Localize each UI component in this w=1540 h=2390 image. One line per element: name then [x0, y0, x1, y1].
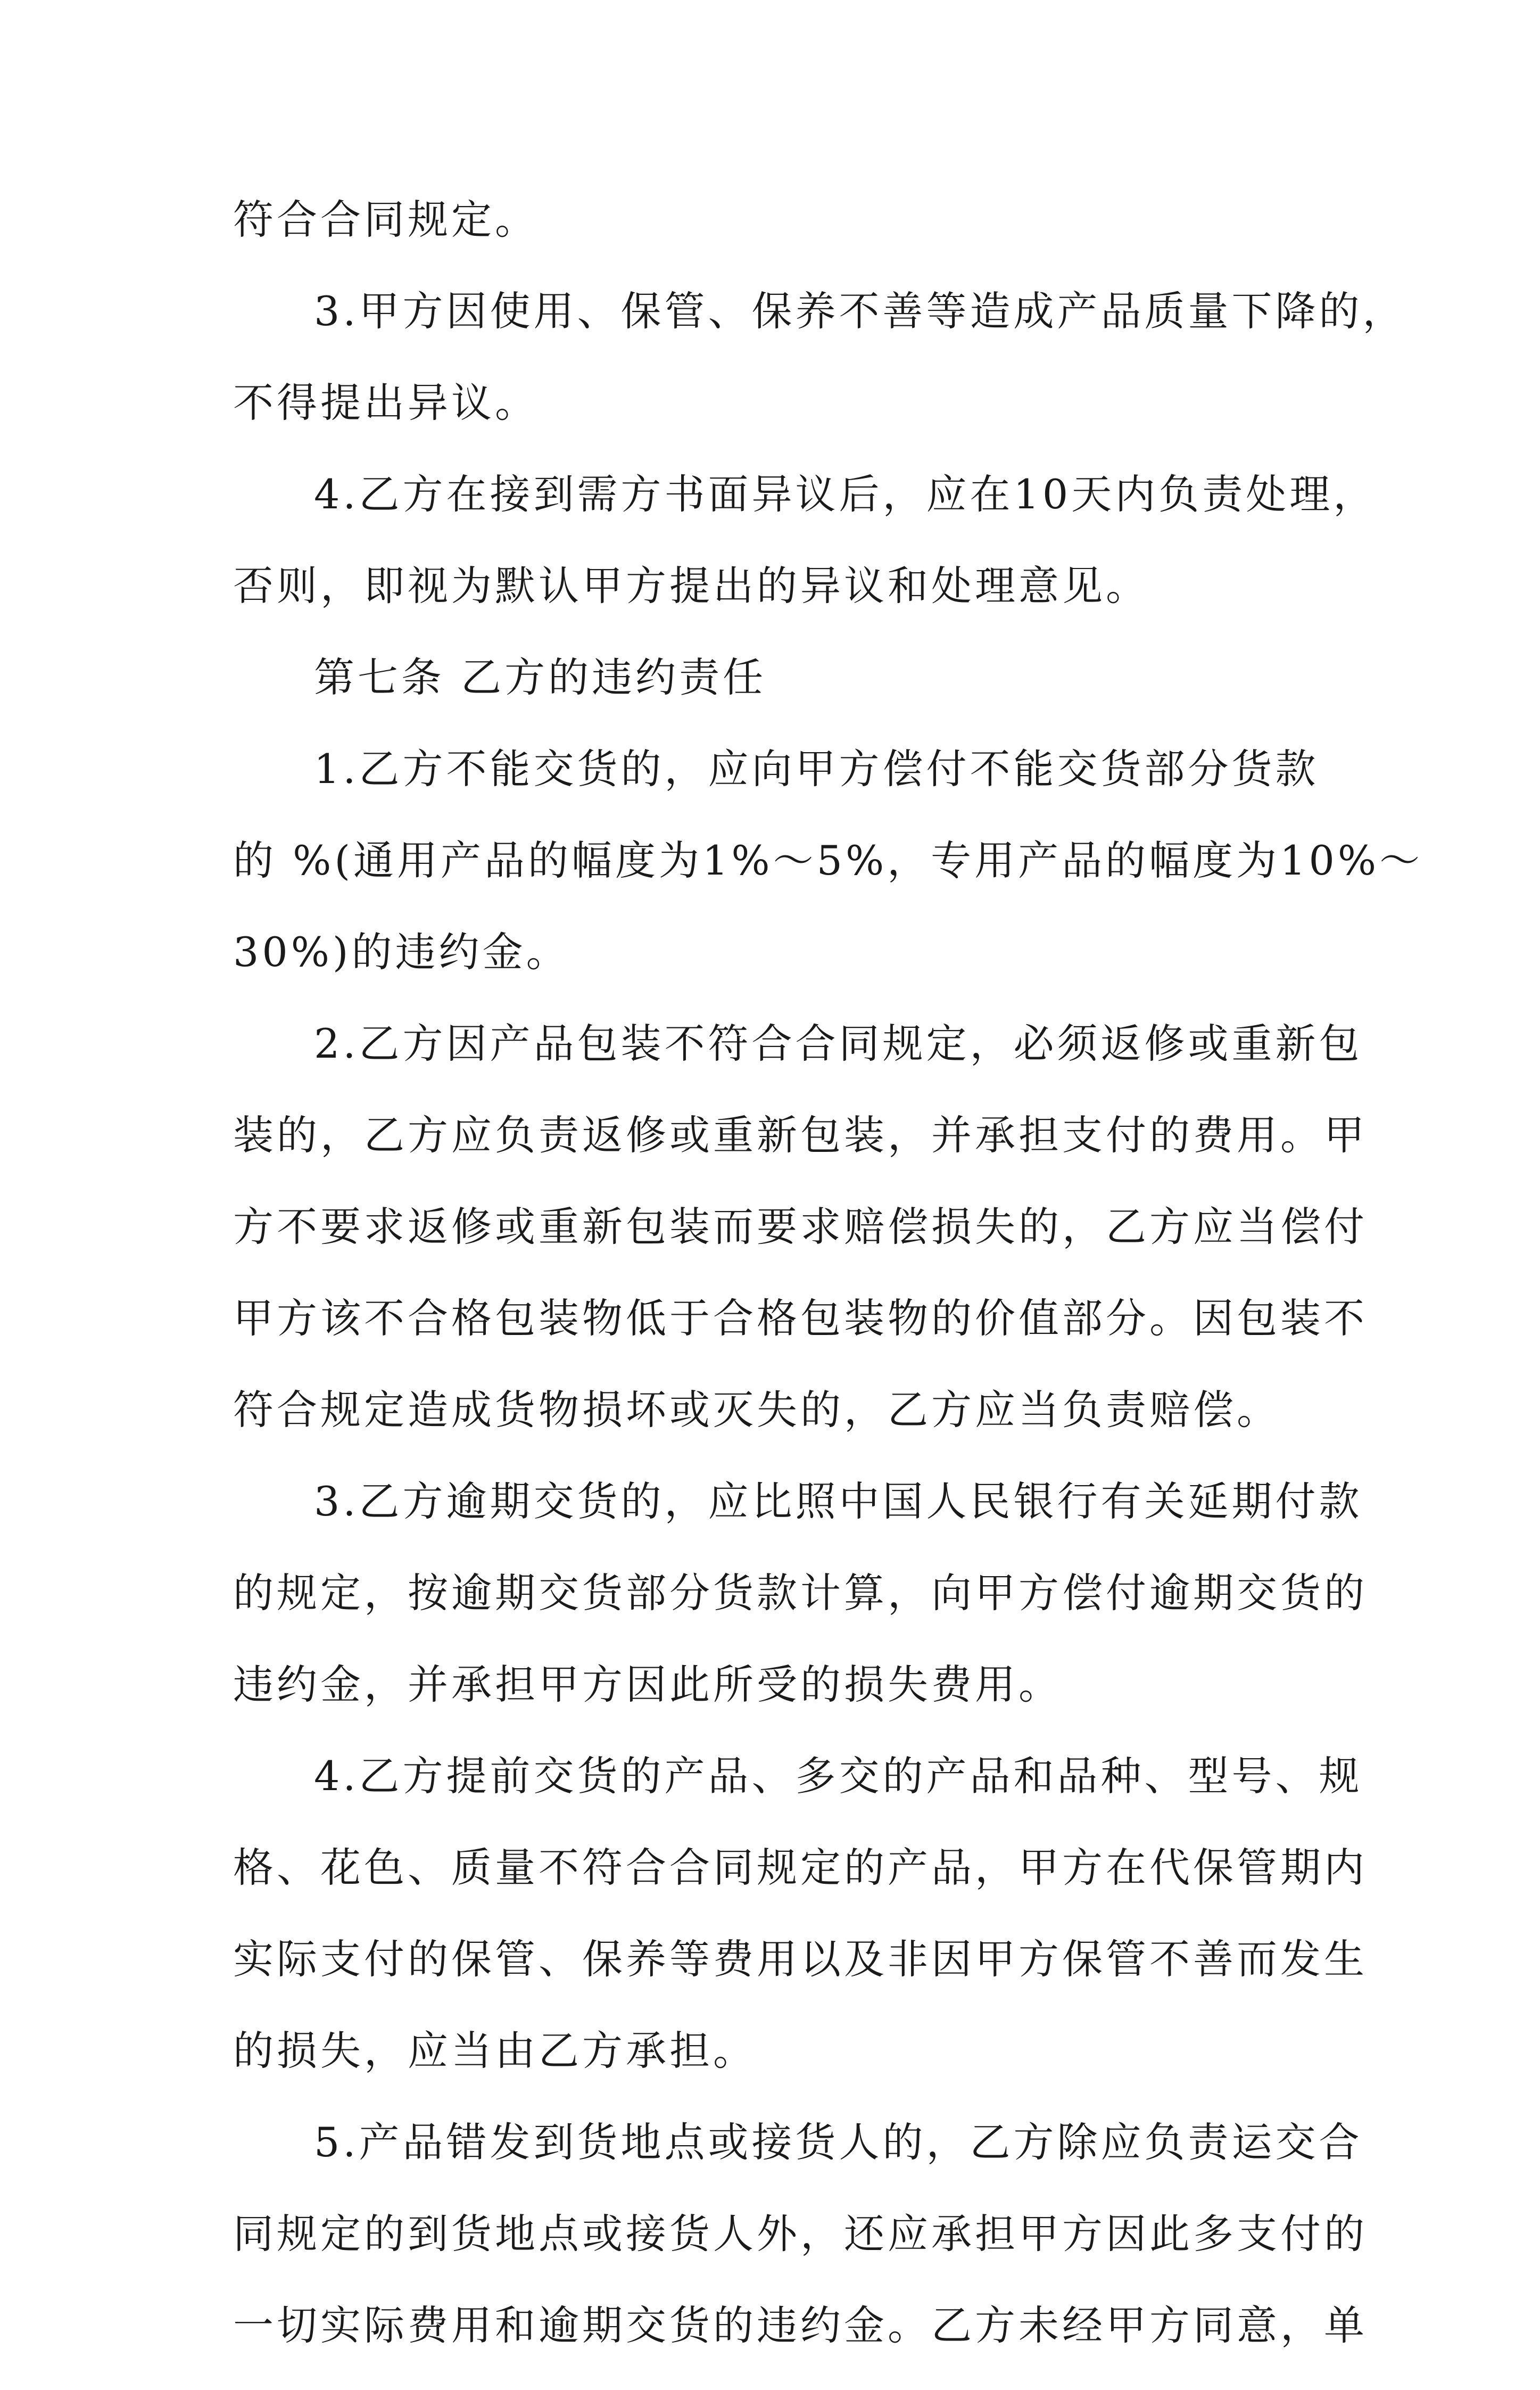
text-line: 违约金，并承担甲方因此所受的损失费用。	[233, 1661, 1062, 1708]
text-line: 4.乙方在接到需方书面异议后，应在10天内负责处理，	[314, 471, 1377, 518]
text-line: 2.乙方因产品包装不符合合同规定，必须返修或重新包	[314, 1020, 1363, 1067]
text-line: 5.产品错发到货地点或接货人的，乙方除应负责运交合	[314, 2119, 1363, 2166]
text-line: 装的，乙方应负责返修或重新包装，并承担支付的费用。甲	[233, 1111, 1368, 1159]
text-line: 甲方该不合格包装物低于合格包装物的价值部分。因包装不	[233, 1295, 1368, 1342]
text-line: 方不要求返修或重新包装而要求赔偿损失的，乙方应当偿付	[233, 1203, 1368, 1250]
text-line: 的规定，按逾期交货部分货款计算，向甲方偿付逾期交货的	[233, 1569, 1368, 1617]
section-heading: 第七条 乙方的违约责任	[314, 654, 767, 701]
text-line: 1.乙方不能交货的，应向甲方偿付不能交货部分货款	[314, 745, 1319, 793]
text-line: 同规定的到货地点或接货人外，还应承担甲方因此多支付的	[233, 2210, 1368, 2257]
text-line: 符合合同规定。	[233, 196, 539, 243]
text-line: 4.乙方提前交货的产品、多交的产品和品种、型号、规	[314, 1752, 1363, 1800]
text-line: 否则，即视为默认甲方提出的异议和处理意见。	[233, 562, 1149, 609]
text-line: 实际支付的保管、保养等费用以及非因甲方保管不善而发生	[233, 1935, 1368, 1983]
text-line: 30%)的违约金。	[233, 928, 570, 976]
document-body	[233, 193, 1423, 2390]
text-line: 的损失，应当由乙方承担。	[233, 2027, 757, 2074]
text-line: 3.甲方因使用、保管、保养不善等造成产品质量下降的，	[314, 287, 1406, 335]
text-line: 不得提出异议。	[233, 379, 539, 426]
text-line: 符合规定造成货物损坏或灭失的，乙方应当负责赔偿。	[233, 1386, 1280, 1433]
text-line: 3.乙方逾期交货的，应比照中国人民银行有关延期付款	[314, 1478, 1363, 1525]
text-line: 一切实际费用和逾期交货的违约金。乙方未经甲方同意，单	[233, 2302, 1368, 2349]
text-line: 的 %(通用产品的幅度为1%～5%，专用产品的幅度为10%～	[233, 837, 1423, 884]
text-line: 格、花色、质量不符合合同规定的产品，甲方在代保管期内	[233, 1844, 1368, 1891]
